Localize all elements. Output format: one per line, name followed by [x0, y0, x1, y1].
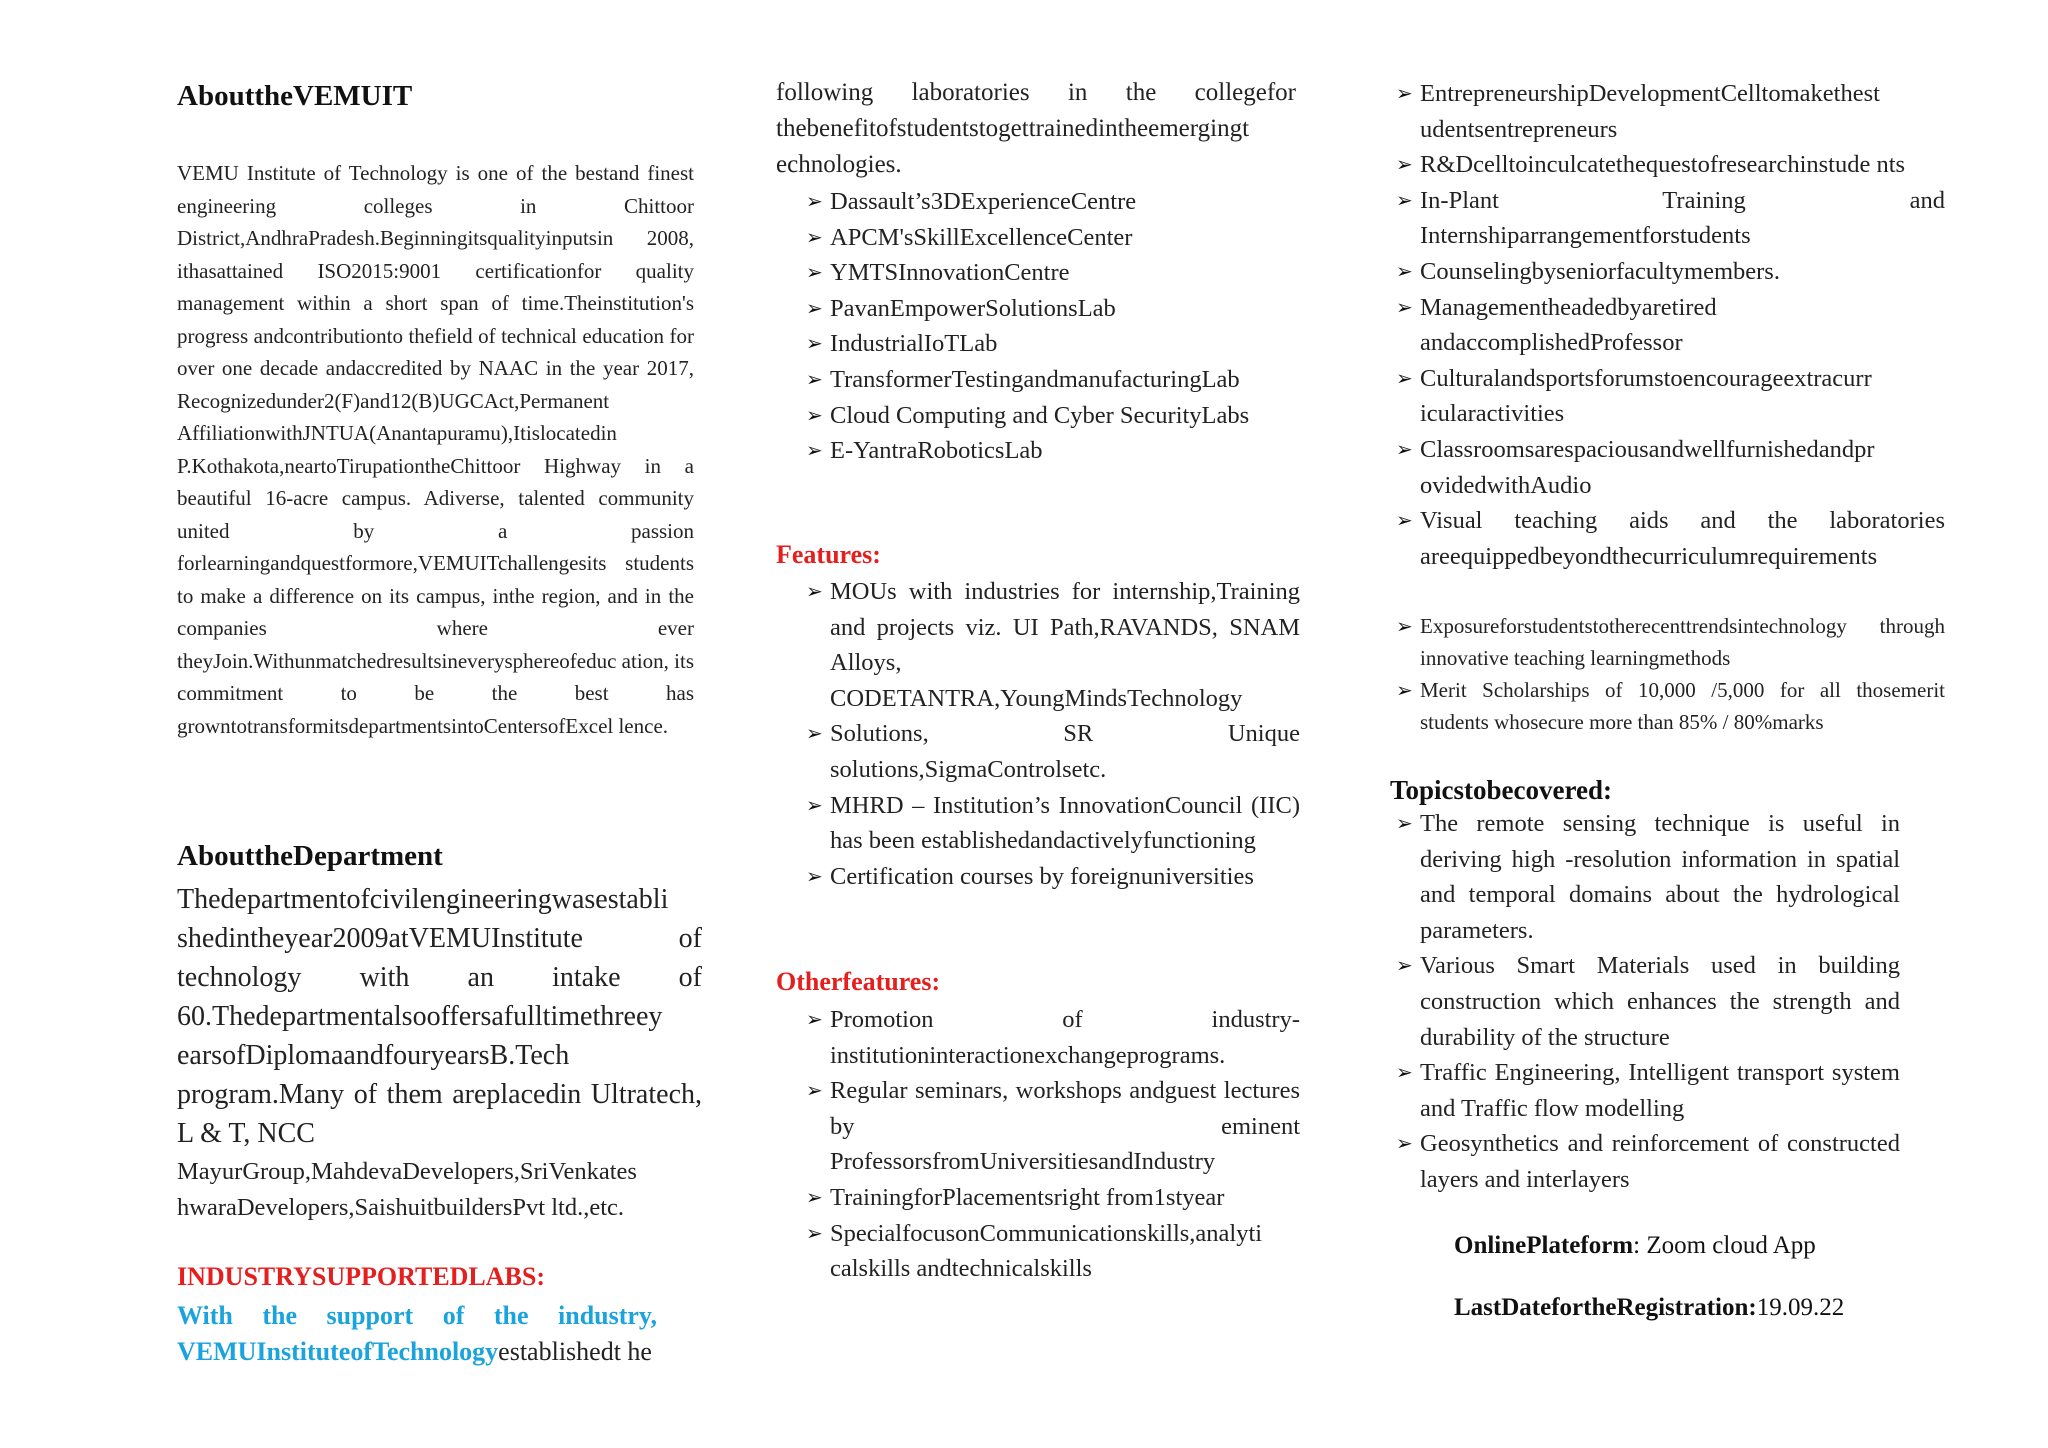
- arrow-bullet-icon: ➢: [806, 295, 823, 320]
- list-item: ➢ IndustrialIoTLab: [830, 326, 1300, 362]
- arrow-bullet-icon: ➢: [806, 863, 823, 888]
- topics-list: [1396, 806, 1900, 1198]
- about-department-text: Thedepartmentofcivilengineeringwasestabli shedintheyear2009atVEMUInstitute of technology with an intake of 60.Thedepartmentalsooffersafulltimethreey earsofDiplomaandfouryearsB.Tech program.Many of them areplacedin Ultratech, L & T, NCC: [177, 884, 702, 1149]
- labs-list: [806, 184, 1300, 469]
- arrow-bullet-icon: ➢: [806, 260, 823, 285]
- list-item: ➢ E-YantraRoboticsLab: [830, 433, 1300, 469]
- arrow-bullet-icon: ➢: [1396, 258, 1413, 283]
- arrow-bullet-icon: ➢: [806, 792, 823, 817]
- about-vemuit-text: VEMU Institute of Technology is one of the bestand finest engineering colleges in Chittoor District,AndhraPradesh.Beginningitsqualityinputsin 2008, ithasattained ISO2015:9001 certificationfor quality management within a short span of time.Theinstitution's progress andcontributionto thefield of technical education for over one decade andaccredited by NAAC in the year 2017, Recognizedunder2(F)and12(B)UGCAct,Permanent AffiliationwithJNTUA(Anantapuramu),Itislocatedin P.Kothakota,neartoTirupationtheChittoor Highway in a beautiful 16-acre campus. Adiverse, talented community united by a passion forlearningandquestformore,VEMUITchallengesits students to make a difference on its campus, inthe region, and in the companies where ever theyJoin.Withunmatchedresultsineverysphereofeduc ation, its commitment to be the best has growntotransformitsdepartmentsintoCentersofExcel lence.: [177, 161, 695, 738]
- list-item: ➢ MOUs with industries for internship,Training and projects viz. UI Path,RAVANDS, SNAM Alloys, CODETANTRA,YoungMindsTechnology: [830, 574, 1300, 716]
- topics-title: Topicstobecovered:: [1390, 775, 1612, 805]
- arrow-bullet-icon: ➢: [1396, 811, 1413, 835]
- arrow-bullet-icon: ➢: [806, 366, 823, 391]
- about-vemuit-title: AbouttheVEMUIT: [177, 80, 413, 112]
- list-item: ➢ APCM'sSkillExcellenceCenter: [830, 220, 1300, 256]
- industry-labs-intro-tail: establishedt he: [498, 1337, 652, 1366]
- online-platform-value: : Zoom cloud App: [1633, 1232, 1816, 1259]
- about-department-title: AbouttheDepartment: [177, 840, 443, 872]
- arrow-bullet-icon: ➢: [1396, 81, 1413, 105]
- arrow-bullet-icon: ➢: [1396, 953, 1413, 978]
- labs-intro-cont: following laboratories in the collegefor thebenefitofstudentstogettrainedintheemergingt echnologies.: [776, 79, 1296, 178]
- online-platform: [1454, 1232, 1816, 1260]
- list-item: ➢ Regular seminars, workshops andguest lectures by eminent ProfessorsfromUniversitiesandIndustry: [830, 1073, 1300, 1180]
- list-item: ➢ Dassault’s3DExperienceCentre: [830, 184, 1300, 220]
- list-item: ➢ R&Dcelltoinculcatethequestofresearchinstude nts: [1420, 147, 1945, 183]
- industry-labs-intro-highlight: With the support of the industry, VEMUInstituteofTechnology: [177, 1301, 657, 1366]
- arrow-bullet-icon: ➢: [806, 189, 823, 213]
- list-item: ➢ Visual teaching aids and the laboratories areequippedbeyondthecurriculumrequirements: [1420, 503, 1945, 574]
- list-item: ➢ SpecialfocusonCommunicationskills,analyti calskills andtechnicalskills: [830, 1216, 1300, 1287]
- list-item: ➢ Counselingbyseniorfacultymembers.: [1420, 254, 1945, 290]
- arrow-bullet-icon: ➢: [1396, 1060, 1413, 1085]
- list-item: ➢ MHRD – Institution’s InnovationCouncil (IIC) has been establishedandactivelyfunctioning: [830, 788, 1300, 859]
- industry-labs-title: INDUSTRYSUPPORTEDLABS:: [177, 1262, 546, 1291]
- arrow-bullet-icon: ➢: [1396, 1131, 1413, 1156]
- online-platform-label: OnlinePlateform: [1454, 1232, 1634, 1259]
- arrow-bullet-icon: ➢: [806, 579, 823, 603]
- list-item: ➢ YMTSInnovationCentre: [830, 255, 1300, 291]
- about-department-text-cont: MayurGroup,MahdevaDevelopers,SriVenkates hwaraDevelopers,SaishuitbuildersPvt ltd.,etc.: [177, 1158, 637, 1221]
- arrow-bullet-icon: ➢: [806, 331, 823, 356]
- arrow-bullet-icon: ➢: [1396, 152, 1413, 177]
- list-item: ➢ Cloud Computing and Cyber SecurityLabs: [830, 398, 1300, 434]
- list-item: ➢ Promotion of industry-institutioninteractionexchangeprograms.: [830, 1002, 1300, 1073]
- facilities-list: [1396, 76, 1945, 574]
- list-item: ➢ TrainingforPlacementsright from1styear: [830, 1180, 1300, 1216]
- list-item: ➢ Merit Scholarships of 10,000 /5,000 for all thosemerit students whosecure more than 85% / 80%marks: [1420, 674, 1945, 738]
- list-item: ➢ Managementheadedbyaretired andaccomplishedProfessor: [1420, 290, 1945, 361]
- arrow-bullet-icon: ➢: [806, 402, 823, 427]
- registration-deadline: [1454, 1294, 1844, 1322]
- list-item: ➢ TransformerTestingandmanufacturingLab: [830, 362, 1300, 398]
- arrow-bullet-icon: ➢: [1396, 678, 1413, 702]
- arrow-bullet-icon: ➢: [1396, 508, 1413, 533]
- list-item: ➢ Classroomsarespaciousandwellfurnishedandpr ovidedwithAudio: [1420, 432, 1945, 503]
- arrow-bullet-icon: ➢: [806, 438, 823, 463]
- list-item: ➢ Various Smart Materials used in building construction which enhances the strength and durability of the structure: [1420, 948, 1900, 1055]
- list-item: ➢ Solutions, SR Unique solutions,SigmaControlsetc.: [830, 716, 1300, 787]
- list-item: ➢ Traffic Engineering, Intelligent transport system and Traffic flow modelling: [1420, 1055, 1900, 1126]
- arrow-bullet-icon: ➢: [806, 224, 823, 249]
- arrow-bullet-icon: ➢: [1396, 436, 1413, 461]
- features-title: Features:: [776, 540, 881, 569]
- features-list: [806, 574, 1300, 894]
- list-item: ➢ EntrepreneurshipDevelopmentCelltomakethest udentsentrepreneurs: [1420, 76, 1945, 147]
- registration-deadline-value: 19.09.22: [1756, 1294, 1845, 1321]
- facilities-list-small: [1396, 610, 1945, 738]
- arrow-bullet-icon: ➢: [1396, 294, 1413, 319]
- arrow-bullet-icon: ➢: [1396, 187, 1413, 212]
- arrow-bullet-icon: ➢: [806, 1184, 823, 1209]
- arrow-bullet-icon: ➢: [806, 1078, 823, 1103]
- list-item: ➢ Geosynthetics and reinforcement of constructed layers and interlayers: [1420, 1126, 1900, 1197]
- list-item: ➢ Culturalandsportsforumstoencourageextracurr icularactivities: [1420, 361, 1945, 432]
- registration-deadline-label: LastDatefortheRegistration:: [1454, 1294, 1757, 1321]
- other-features-list: [806, 1002, 1300, 1287]
- other-features-title: Otherfeatures:: [776, 967, 941, 996]
- list-item: ➢ Exposureforstudentstotherecenttrendsintechnology through innovative teaching learningmethods: [1420, 610, 1945, 674]
- arrow-bullet-icon: ➢: [806, 721, 823, 746]
- industry-labs-intro: [177, 1298, 657, 1370]
- list-item: ➢ PavanEmpowerSolutionsLab: [830, 291, 1300, 327]
- arrow-bullet-icon: ➢: [806, 1220, 823, 1245]
- list-item: ➢ The remote sensing technique is useful in deriving high -resolution information in spatial and temporal domains about the hydrological parameters.: [1420, 806, 1900, 948]
- arrow-bullet-icon: ➢: [806, 1007, 823, 1031]
- arrow-bullet-icon: ➢: [1396, 614, 1413, 638]
- list-item: ➢ Certification courses by foreignuniversities: [830, 859, 1300, 895]
- list-item: ➢ In-Plant Training and Internshiparrangementforstudents: [1420, 183, 1945, 254]
- arrow-bullet-icon: ➢: [1396, 365, 1413, 390]
